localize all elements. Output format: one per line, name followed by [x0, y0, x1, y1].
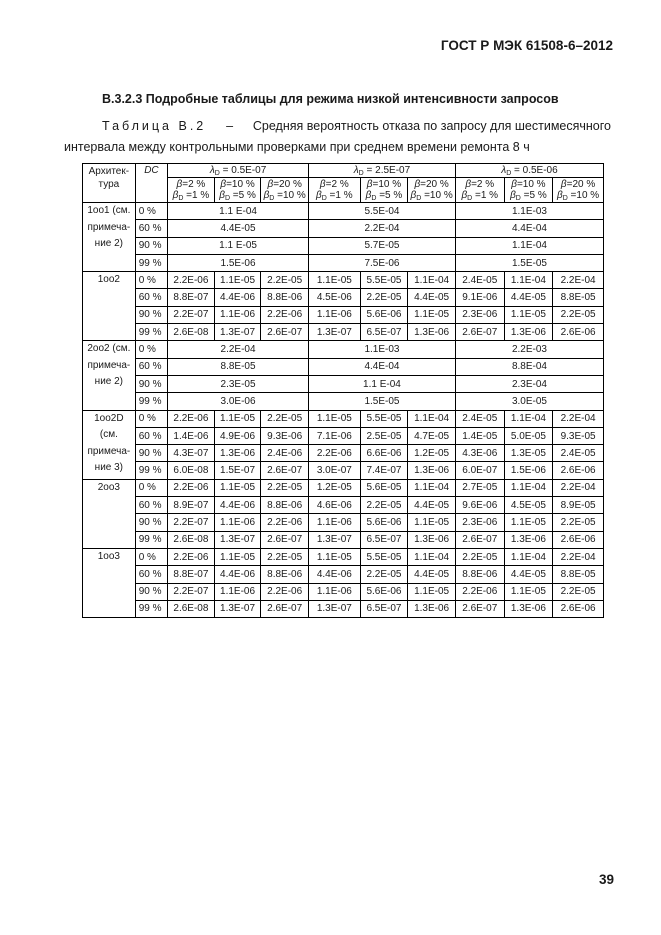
- value-cell: 3.0E-06: [168, 393, 309, 410]
- dc-cell: 99 %: [135, 462, 167, 479]
- value-cell: 9.1E-06: [455, 289, 504, 306]
- dc-cell: 90 %: [135, 306, 167, 323]
- dc-cell: 0 %: [135, 479, 167, 496]
- header-lambda-1: $\lambda_D = 0.5E-07$: [168, 164, 309, 178]
- dc-cell: 99 %: [135, 254, 167, 271]
- value-cell: 1.5E-07: [214, 462, 261, 479]
- value-cell: 4.6E-06: [308, 497, 360, 514]
- table-row: [83, 600, 604, 617]
- value-cell: 2.2E-07: [168, 583, 215, 600]
- value-cell: 6.0E-07: [455, 462, 504, 479]
- value-cell: 2.6E-07: [261, 531, 309, 548]
- value-cell: 6.0E-08: [168, 462, 215, 479]
- header-row-lambda: [83, 164, 604, 178]
- value-cell: 1.3E-05: [504, 445, 553, 462]
- value-cell: 2.2E-06: [455, 583, 504, 600]
- header-lambda-3: $\lambda_D = 0.5E-06$: [455, 164, 603, 178]
- value-cell: 2.3E-05: [168, 375, 309, 392]
- value-cell: 2.2E-06: [261, 514, 309, 531]
- value-cell: 1.3E-06: [408, 462, 456, 479]
- value-cell: 1.1E-06: [308, 306, 360, 323]
- value-cell: 1.1E-04: [408, 410, 456, 427]
- value-cell: 4.4E-05: [408, 289, 456, 306]
- value-cell: 2.3E-04: [455, 375, 603, 392]
- value-cell: 1.1E-04: [408, 548, 456, 565]
- value-cell: 8.8E-05: [553, 289, 604, 306]
- value-cell: 2.6E-08: [168, 531, 215, 548]
- page-number: 39: [598, 872, 614, 887]
- value-cell: 2.2E-07: [168, 514, 215, 531]
- header-beta-2-2: β=10 % $\beta_D =5$ %: [360, 178, 408, 203]
- value-cell: 4.4E-04: [308, 358, 455, 375]
- value-cell: 2.2E-05: [261, 548, 309, 565]
- value-cell: 5.6E-06: [360, 514, 408, 531]
- dc-cell: 60 %: [135, 358, 167, 375]
- value-cell: 2.2E-07: [168, 306, 215, 323]
- value-cell: 1.3E-06: [504, 324, 553, 341]
- table-row: [83, 358, 604, 375]
- table-row: [83, 306, 604, 323]
- dc-cell: 99 %: [135, 393, 167, 410]
- header-dc: DC: [135, 164, 167, 203]
- table-row: [83, 462, 604, 479]
- caption-label: Таблица В.2: [102, 119, 207, 133]
- value-cell: 5.5E-05: [360, 548, 408, 565]
- value-cell: 1.2E-05: [408, 445, 456, 462]
- value-cell: 2.2E-04: [553, 410, 604, 427]
- value-cell: 4.4E-04: [455, 220, 603, 237]
- value-cell: 2.6E-06: [553, 324, 604, 341]
- dc-cell: 60 %: [135, 427, 167, 444]
- value-cell: 1.5E-05: [308, 393, 455, 410]
- value-cell: 1.1E-04: [504, 410, 553, 427]
- value-cell: 1.1 E-05: [168, 237, 309, 254]
- table-row: [83, 583, 604, 600]
- value-cell: 2.6E-07: [455, 324, 504, 341]
- value-cell: 1.1E-05: [308, 548, 360, 565]
- value-cell: 8.8E-06: [261, 566, 309, 583]
- value-cell: 1.1E-03: [455, 203, 603, 220]
- value-cell: 1.3E-07: [214, 600, 261, 617]
- table-row: [83, 427, 604, 444]
- value-cell: 1.2E-05: [308, 479, 360, 496]
- value-cell: 4.4E-06: [214, 497, 261, 514]
- value-cell: 1.1E-06: [308, 583, 360, 600]
- value-cell: 1.1E-04: [455, 237, 603, 254]
- dc-cell: 0 %: [135, 548, 167, 565]
- table-row: [83, 220, 604, 237]
- value-cell: 5.5E-05: [360, 272, 408, 289]
- dc-cell: 90 %: [135, 237, 167, 254]
- value-cell: 2.2E-06: [308, 445, 360, 462]
- table-row: [83, 289, 604, 306]
- table-row: [83, 445, 604, 462]
- value-cell: 2.3E-06: [455, 306, 504, 323]
- value-cell: 1.1E-05: [214, 410, 261, 427]
- value-cell: 2.6E-06: [553, 531, 604, 548]
- value-cell: 6.5E-07: [360, 324, 408, 341]
- value-cell: 8.8E-07: [168, 289, 215, 306]
- value-cell: 4.4E-05: [504, 566, 553, 583]
- dc-cell: 60 %: [135, 220, 167, 237]
- value-cell: 1.3E-07: [308, 324, 360, 341]
- value-cell: 2.2E-06: [168, 479, 215, 496]
- header-beta-1-3: β=20 % $\beta_D =10$ %: [261, 178, 309, 203]
- value-cell: 8.9E-07: [168, 497, 215, 514]
- value-cell: 2.2E-05: [261, 410, 309, 427]
- dc-cell: 0 %: [135, 341, 167, 358]
- value-cell: 2.2E-03: [455, 341, 603, 358]
- value-cell: 2.2E-06: [168, 548, 215, 565]
- value-cell: 1.1E-04: [408, 272, 456, 289]
- value-cell: 1.1E-06: [308, 514, 360, 531]
- dc-cell: 0 %: [135, 203, 167, 220]
- dc-cell: 99 %: [135, 600, 167, 617]
- section-heading: В.3.2.3 Подробные таблицы для режима низкой интенсивности запросов: [102, 92, 559, 106]
- architecture-cell: 1oo2D (см. примеча-ние 3): [83, 410, 136, 479]
- value-cell: 2.4E-05: [455, 272, 504, 289]
- value-cell: 1.4E-05: [455, 427, 504, 444]
- header-beta-3-3: β=20 % $\beta_D =10$ %: [553, 178, 604, 203]
- value-cell: 2.6E-07: [261, 462, 309, 479]
- value-cell: 2.6E-07: [455, 531, 504, 548]
- value-cell: 4.4E-05: [504, 289, 553, 306]
- value-cell: 6.5E-07: [360, 531, 408, 548]
- value-cell: 1.5E-06: [168, 254, 309, 271]
- table-row: [83, 479, 604, 496]
- value-cell: 8.9E-05: [553, 497, 604, 514]
- value-cell: 2.6E-06: [553, 600, 604, 617]
- architecture-cell: 1oo3: [83, 548, 136, 617]
- value-cell: 1.3E-06: [408, 531, 456, 548]
- value-cell: 8.8E-06: [455, 566, 504, 583]
- value-cell: 2.4E-06: [261, 445, 309, 462]
- value-cell: 9.3E-05: [553, 427, 604, 444]
- value-cell: 1.5E-06: [504, 462, 553, 479]
- header-beta-3-1: β=2 % $\beta_D =1$ %: [455, 178, 504, 203]
- value-cell: 2.2E-05: [261, 272, 309, 289]
- value-cell: 4.4E-06: [214, 566, 261, 583]
- header-beta-2-1: β=2 % $\beta_D =1$ %: [308, 178, 360, 203]
- value-cell: 2.6E-07: [261, 324, 309, 341]
- value-cell: 8.8E-06: [261, 289, 309, 306]
- value-cell: 4.4E-06: [214, 289, 261, 306]
- value-cell: 1.3E-06: [408, 600, 456, 617]
- value-cell: 1.1E-05: [308, 272, 360, 289]
- value-cell: 4.4E-06: [308, 566, 360, 583]
- value-cell: 1.1E-05: [214, 479, 261, 496]
- value-cell: 4.4E-05: [408, 566, 456, 583]
- table-row: [83, 272, 604, 289]
- value-cell: 6.5E-07: [360, 600, 408, 617]
- value-cell: 1.3E-07: [308, 531, 360, 548]
- standard-designation: ГОСТ Р МЭК 61508-6–2012: [440, 38, 613, 53]
- table-row: [83, 566, 604, 583]
- value-cell: 2.2E-06: [261, 583, 309, 600]
- probability-table: [82, 163, 604, 618]
- value-cell: 2.4E-05: [553, 445, 604, 462]
- dc-cell: 90 %: [135, 514, 167, 531]
- value-cell: 8.8E-05: [168, 358, 309, 375]
- table-row: [83, 548, 604, 565]
- value-cell: 2.3E-06: [455, 514, 504, 531]
- value-cell: 1.3E-07: [214, 324, 261, 341]
- architecture-cell: 2oo3: [83, 479, 136, 548]
- dc-cell: 99 %: [135, 531, 167, 548]
- header-architecture: Архитек-тура: [83, 164, 136, 203]
- value-cell: 4.5E-05: [504, 497, 553, 514]
- value-cell: 2.2E-04: [553, 548, 604, 565]
- value-cell: 2.2E-05: [360, 289, 408, 306]
- value-cell: 2.6E-06: [553, 462, 604, 479]
- header-beta-2-3: β=20 % $\beta_D =10$ %: [408, 178, 456, 203]
- value-cell: 1.3E-06: [408, 324, 456, 341]
- dc-cell: 90 %: [135, 583, 167, 600]
- value-cell: 3.0E-07: [308, 462, 360, 479]
- header-beta-3-2: β=10 % $\beta_D =5$ %: [504, 178, 553, 203]
- value-cell: 7.5E-06: [308, 254, 455, 271]
- value-cell: 4.3E-06: [455, 445, 504, 462]
- caption-line-2: интервала между контрольными проверками при среднем времени ремонта 8 ч: [64, 140, 530, 154]
- value-cell: 1.3E-06: [504, 600, 553, 617]
- value-cell: 1.1E-05: [504, 306, 553, 323]
- header-lambda-2: $\lambda_D = 2.5E-07$: [308, 164, 455, 178]
- value-cell: 1.3E-06: [214, 445, 261, 462]
- value-cell: 5.5E-05: [360, 410, 408, 427]
- value-cell: 1.1E-03: [308, 341, 455, 358]
- table-head: [83, 164, 604, 203]
- value-cell: 1.1 E-04: [168, 203, 309, 220]
- value-cell: 4.5E-06: [308, 289, 360, 306]
- value-cell: 5.6E-05: [360, 479, 408, 496]
- table-row: [83, 497, 604, 514]
- value-cell: 1.1E-05: [504, 583, 553, 600]
- value-cell: 2.2E-05: [360, 566, 408, 583]
- value-cell: 7.1E-06: [308, 427, 360, 444]
- table-caption: [64, 116, 611, 158]
- value-cell: 2.6E-07: [455, 600, 504, 617]
- value-cell: 1.5E-05: [455, 254, 603, 271]
- table-row: [83, 375, 604, 392]
- value-cell: 2.2E-04: [168, 341, 309, 358]
- value-cell: 4.4E-05: [408, 497, 456, 514]
- value-cell: 1.1E-05: [214, 548, 261, 565]
- value-cell: 8.8E-07: [168, 566, 215, 583]
- value-cell: 1.4E-06: [168, 427, 215, 444]
- table-row: [83, 410, 604, 427]
- value-cell: 1.1 E-04: [308, 375, 455, 392]
- caption-line-1: [64, 116, 611, 137]
- header-beta-1-1: β=2 % $\beta_D =1$ %: [168, 178, 215, 203]
- dc-cell: 90 %: [135, 445, 167, 462]
- dc-cell: 90 %: [135, 375, 167, 392]
- table-body: [83, 203, 604, 618]
- table-row: [83, 341, 604, 358]
- dc-cell: 60 %: [135, 289, 167, 306]
- value-cell: 8.8E-04: [455, 358, 603, 375]
- value-cell: 1.1E-05: [408, 306, 456, 323]
- value-cell: 2.2E-06: [261, 306, 309, 323]
- value-cell: 2.2E-04: [553, 272, 604, 289]
- value-cell: 2.2E-06: [168, 272, 215, 289]
- table-row: [83, 237, 604, 254]
- value-cell: 2.4E-05: [455, 410, 504, 427]
- header-beta-1-2: β=10 % $\beta_D =5$ %: [214, 178, 261, 203]
- value-cell: 2.6E-08: [168, 324, 215, 341]
- value-cell: 1.1E-05: [408, 514, 456, 531]
- value-cell: 5.5E-04: [308, 203, 455, 220]
- value-cell: 1.1E-04: [504, 479, 553, 496]
- dc-cell: 99 %: [135, 324, 167, 341]
- dc-cell: 60 %: [135, 566, 167, 583]
- architecture-cell: 1oo1 (см. примеча-ние 2): [83, 203, 136, 272]
- value-cell: 9.3E-06: [261, 427, 309, 444]
- caption-dash: –: [226, 119, 234, 133]
- value-cell: 4.3E-07: [168, 445, 215, 462]
- value-cell: 4.7E-05: [408, 427, 456, 444]
- value-cell: 2.2E-05: [553, 306, 604, 323]
- value-cell: 2.2E-05: [360, 497, 408, 514]
- value-cell: 1.1E-05: [214, 272, 261, 289]
- table-row: [83, 531, 604, 548]
- value-cell: 5.0E-05: [504, 427, 553, 444]
- value-cell: 1.1E-04: [504, 548, 553, 565]
- value-cell: 2.2E-04: [553, 479, 604, 496]
- value-cell: 1.1E-05: [408, 583, 456, 600]
- dc-cell: 0 %: [135, 410, 167, 427]
- value-cell: 1.1E-06: [214, 514, 261, 531]
- value-cell: 2.2E-06: [168, 410, 215, 427]
- value-cell: 3.0E-05: [455, 393, 603, 410]
- value-cell: 5.6E-06: [360, 583, 408, 600]
- table-row: [83, 203, 604, 220]
- value-cell: 1.1E-05: [308, 410, 360, 427]
- table-row: [83, 514, 604, 531]
- value-cell: 6.6E-06: [360, 445, 408, 462]
- value-cell: 5.6E-06: [360, 306, 408, 323]
- architecture-cell: 1oo2: [83, 272, 136, 341]
- value-cell: 1.3E-07: [308, 600, 360, 617]
- dc-cell: 0 %: [135, 272, 167, 289]
- value-cell: 1.1E-04: [504, 272, 553, 289]
- value-cell: 1.1E-04: [408, 479, 456, 496]
- value-cell: 1.3E-07: [214, 531, 261, 548]
- value-cell: 8.8E-05: [553, 566, 604, 583]
- value-cell: 2.5E-05: [360, 427, 408, 444]
- dc-cell: 60 %: [135, 497, 167, 514]
- value-cell: 5.7E-05: [308, 237, 455, 254]
- value-cell: 2.2E-05: [455, 548, 504, 565]
- value-cell: 2.2E-05: [261, 479, 309, 496]
- value-cell: 2.6E-07: [261, 600, 309, 617]
- value-cell: 4.9E-06: [214, 427, 261, 444]
- value-cell: 9.6E-06: [455, 497, 504, 514]
- value-cell: 8.8E-06: [261, 497, 309, 514]
- value-cell: 1.1E-05: [504, 514, 553, 531]
- value-cell: 7.4E-07: [360, 462, 408, 479]
- value-cell: 4.4E-05: [168, 220, 309, 237]
- value-cell: 2.2E-05: [553, 583, 604, 600]
- value-cell: 2.6E-08: [168, 600, 215, 617]
- value-cell: 2.7E-05: [455, 479, 504, 496]
- value-cell: 1.1E-06: [214, 583, 261, 600]
- value-cell: 1.3E-06: [504, 531, 553, 548]
- table-row: [83, 324, 604, 341]
- value-cell: 1.1E-06: [214, 306, 261, 323]
- value-cell: 2.2E-04: [308, 220, 455, 237]
- caption-text-1: Средняя вероятность отказа по запросу для шестимесячного: [252, 119, 611, 133]
- table-row: [83, 393, 604, 410]
- table-row: [83, 254, 604, 271]
- value-cell: 2.2E-05: [553, 514, 604, 531]
- architecture-cell: 2oo2 (см. примеча-ние 2): [83, 341, 136, 410]
